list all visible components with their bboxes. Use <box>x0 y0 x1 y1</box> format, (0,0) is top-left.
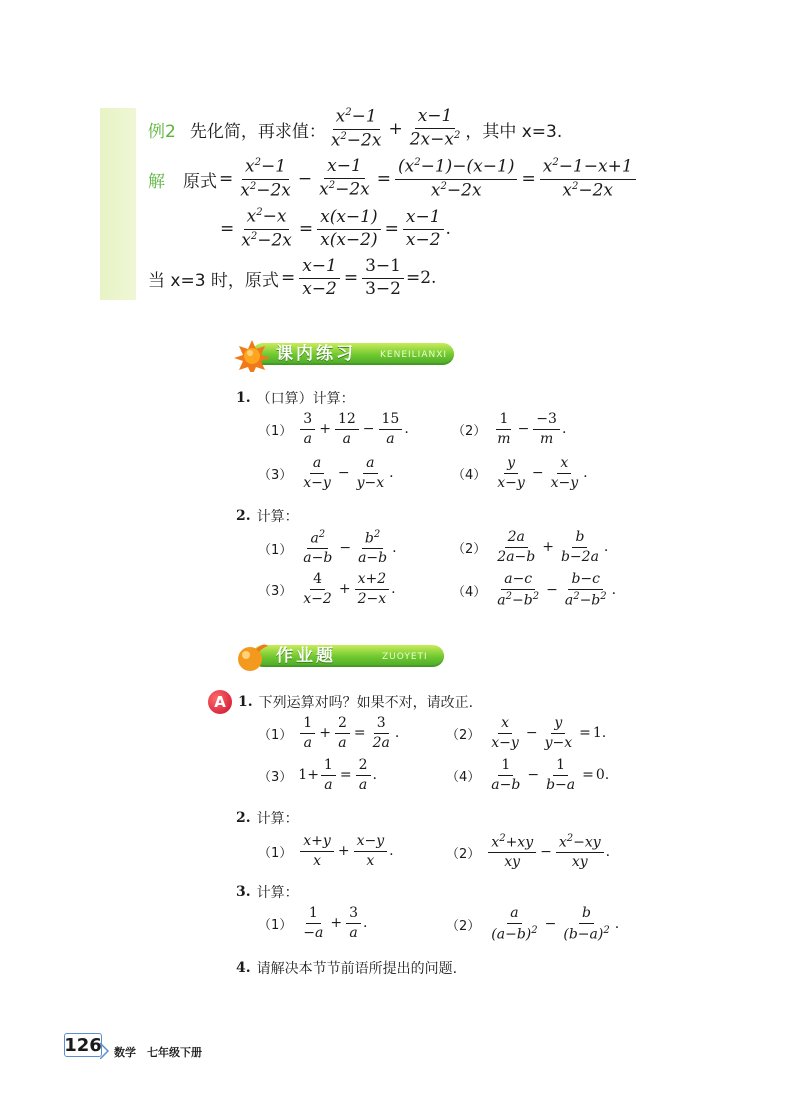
result-text: =2. <box>405 268 437 289</box>
example-given: ，其中 x=3. <box>465 121 563 142</box>
practice-q2-4: （4） $\frac{a-c}{a^2-b^2}$ − $\frac{b-c}{a^2-b^2}$ . <box>452 571 617 609</box>
sub-label: （1） <box>258 423 293 439</box>
homework-q3 <box>236 882 299 902</box>
q-text: 计算： <box>256 885 299 901</box>
solution-label: 解 <box>148 171 165 192</box>
sun-icon <box>232 338 272 372</box>
solution-line-3: 当 x=3 时，原式 = $\frac{x-1}{x-2}$ = $\frac{3-1}{3-2}$ =2. <box>148 256 437 299</box>
q-number: 2. <box>236 810 251 826</box>
sub-label: （3） <box>258 583 293 599</box>
homework-q3-1: （1） $\frac{1}{-a}$ + $\frac{3}{a}$ . <box>258 905 368 941</box>
homework-q1-4: （4） $\frac{1}{a-b}$ − $\frac{1}{b-a}$ = 0. <box>446 757 610 793</box>
q-number: 1. <box>238 694 253 710</box>
homework-title: 作业题 <box>276 646 336 666</box>
q-number: 3. <box>236 884 251 900</box>
q-number: 4. <box>236 960 251 976</box>
example-line-1: 例2 先化简，再求值： $\frac{x^2-1}{x^2-2x}$ + $\frac{x-1}{2x-x^2}$ ，其中 x=3. <box>148 106 563 151</box>
footer-text: 数学 七年级下册 <box>114 1046 202 1059</box>
page-tab-arrow-icon <box>100 1039 114 1059</box>
sub-label: （4） <box>452 467 487 483</box>
homework-subtitle: ZUOYETI <box>382 652 428 662</box>
homework-q1 <box>238 692 473 712</box>
q-number: 2. <box>236 508 251 524</box>
homework-q2 <box>236 808 299 828</box>
practice-q1-3: （3） $\frac{a}{x-y}$ − $\frac{a}{y-x}$ . <box>258 455 394 491</box>
homework-q1-2: （2） $\frac{x}{x-y}$ − $\frac{y}{y-x}$ = 1. <box>446 715 607 751</box>
homework-q1-1: （1） $\frac{1}{a}$ + $\frac{2}{a}$ = $\frac{3}{2a}$ . <box>258 715 400 751</box>
practice-q1-4: （4） $\frac{y}{x-y}$ − $\frac{x}{x-y}$ . <box>452 455 588 491</box>
practice-subtitle: KENEILIANXI <box>380 350 448 360</box>
homework-q2-1: （1） $\frac{x+y}{x}$ + $\frac{x-y}{x}$ . <box>258 833 394 869</box>
sub-label: （2） <box>446 846 481 862</box>
page-number: 126 <box>64 1034 102 1056</box>
practice-q1-2: （2） $\frac{1}{m}$ − $\frac{-3}{m}$ . <box>452 411 567 447</box>
sub-label: （3） <box>258 467 293 483</box>
q-text: 计算： <box>256 509 299 525</box>
sub-label: （1） <box>258 727 293 743</box>
example-label: 例2 <box>148 121 176 142</box>
practice-title: 课内练习 <box>276 344 356 364</box>
sub-label: （2） <box>446 727 481 743</box>
original-label: 原式 <box>183 171 217 192</box>
practice-q1-1: （1） $\frac{3}{a}$ + $\frac{12}{a}$ − $\frac{15}{a}$ . <box>258 411 409 447</box>
practice-q2-2: （2） $\frac{2a}{2a-b}$ + $\frac{b}{b-2a}$ . <box>452 529 609 565</box>
practice-q1 <box>236 388 355 408</box>
practice-q2-1: （1） $\frac{a^2}{a-b}$ − $\frac{b^2}{a-b}$ . <box>258 529 397 567</box>
practice-banner <box>232 338 462 372</box>
homework-q1-3: （3） 1+ $\frac{1}{a}$ = $\frac{2}{a}$ . <box>258 757 377 793</box>
sub-label: （1） <box>258 845 293 861</box>
example-prompt: 先化简，再求值： <box>189 121 326 142</box>
q-number: 1. <box>236 390 251 406</box>
sub-label: （4） <box>452 584 487 600</box>
homework-q3-2: （2） $\frac{a}{(a-b)^2}$ − $\frac{b}{(b-a)^2}$ . <box>446 905 620 943</box>
level-a-badge: A <box>208 690 232 714</box>
sub-label: （1） <box>258 542 293 558</box>
sub-label: （1） <box>258 917 293 933</box>
example-highlight-strip <box>100 108 136 300</box>
homework-q4 <box>236 958 457 978</box>
q-text: （口算）计算： <box>256 391 355 407</box>
page-footer <box>64 1030 202 1060</box>
practice-q2-3: （3） $\frac{4}{x-2}$ + $\frac{x+2}{2-x}$ . <box>258 571 396 607</box>
q-text: 下列运算对吗？如果不对，请改正. <box>258 695 474 711</box>
practice-q2 <box>236 506 299 526</box>
when-text: 当 x=3 时，原式 <box>148 270 279 291</box>
sub-label: （2） <box>452 423 487 439</box>
sub-label: （4） <box>446 769 481 785</box>
sub-label: （2） <box>446 918 481 934</box>
homework-banner <box>232 640 452 674</box>
sub-label: （3） <box>258 769 293 785</box>
q-text: 请解决本节节前语所提出的问题. <box>256 961 458 977</box>
q-text: 计算： <box>256 811 299 827</box>
orange-ball-icon <box>232 640 272 674</box>
sub-label: （2） <box>452 541 487 557</box>
homework-q2-2: （2） $\frac{x^2+xy}{xy}$ − $\frac{x^2-xy}{xy}$ . <box>446 833 611 871</box>
solution-line-2: = $\frac{x^2-x}{x^2-2x}$ = $\frac{x(x-1)}{x(x-2)}$ = $\frac{x-1}{x-2}$ . <box>220 206 451 251</box>
solution-line-1: 解 原式 = $\frac{x^2-1}{x^2-2x}$ − $\frac{x-1}{x^2-2x}$ = $\frac{(x^2-1)-(x-1)}{x^2-2x}$ = $\frac{x^2-1-x+1}{x^2-2x}$ <box>148 158 638 200</box>
